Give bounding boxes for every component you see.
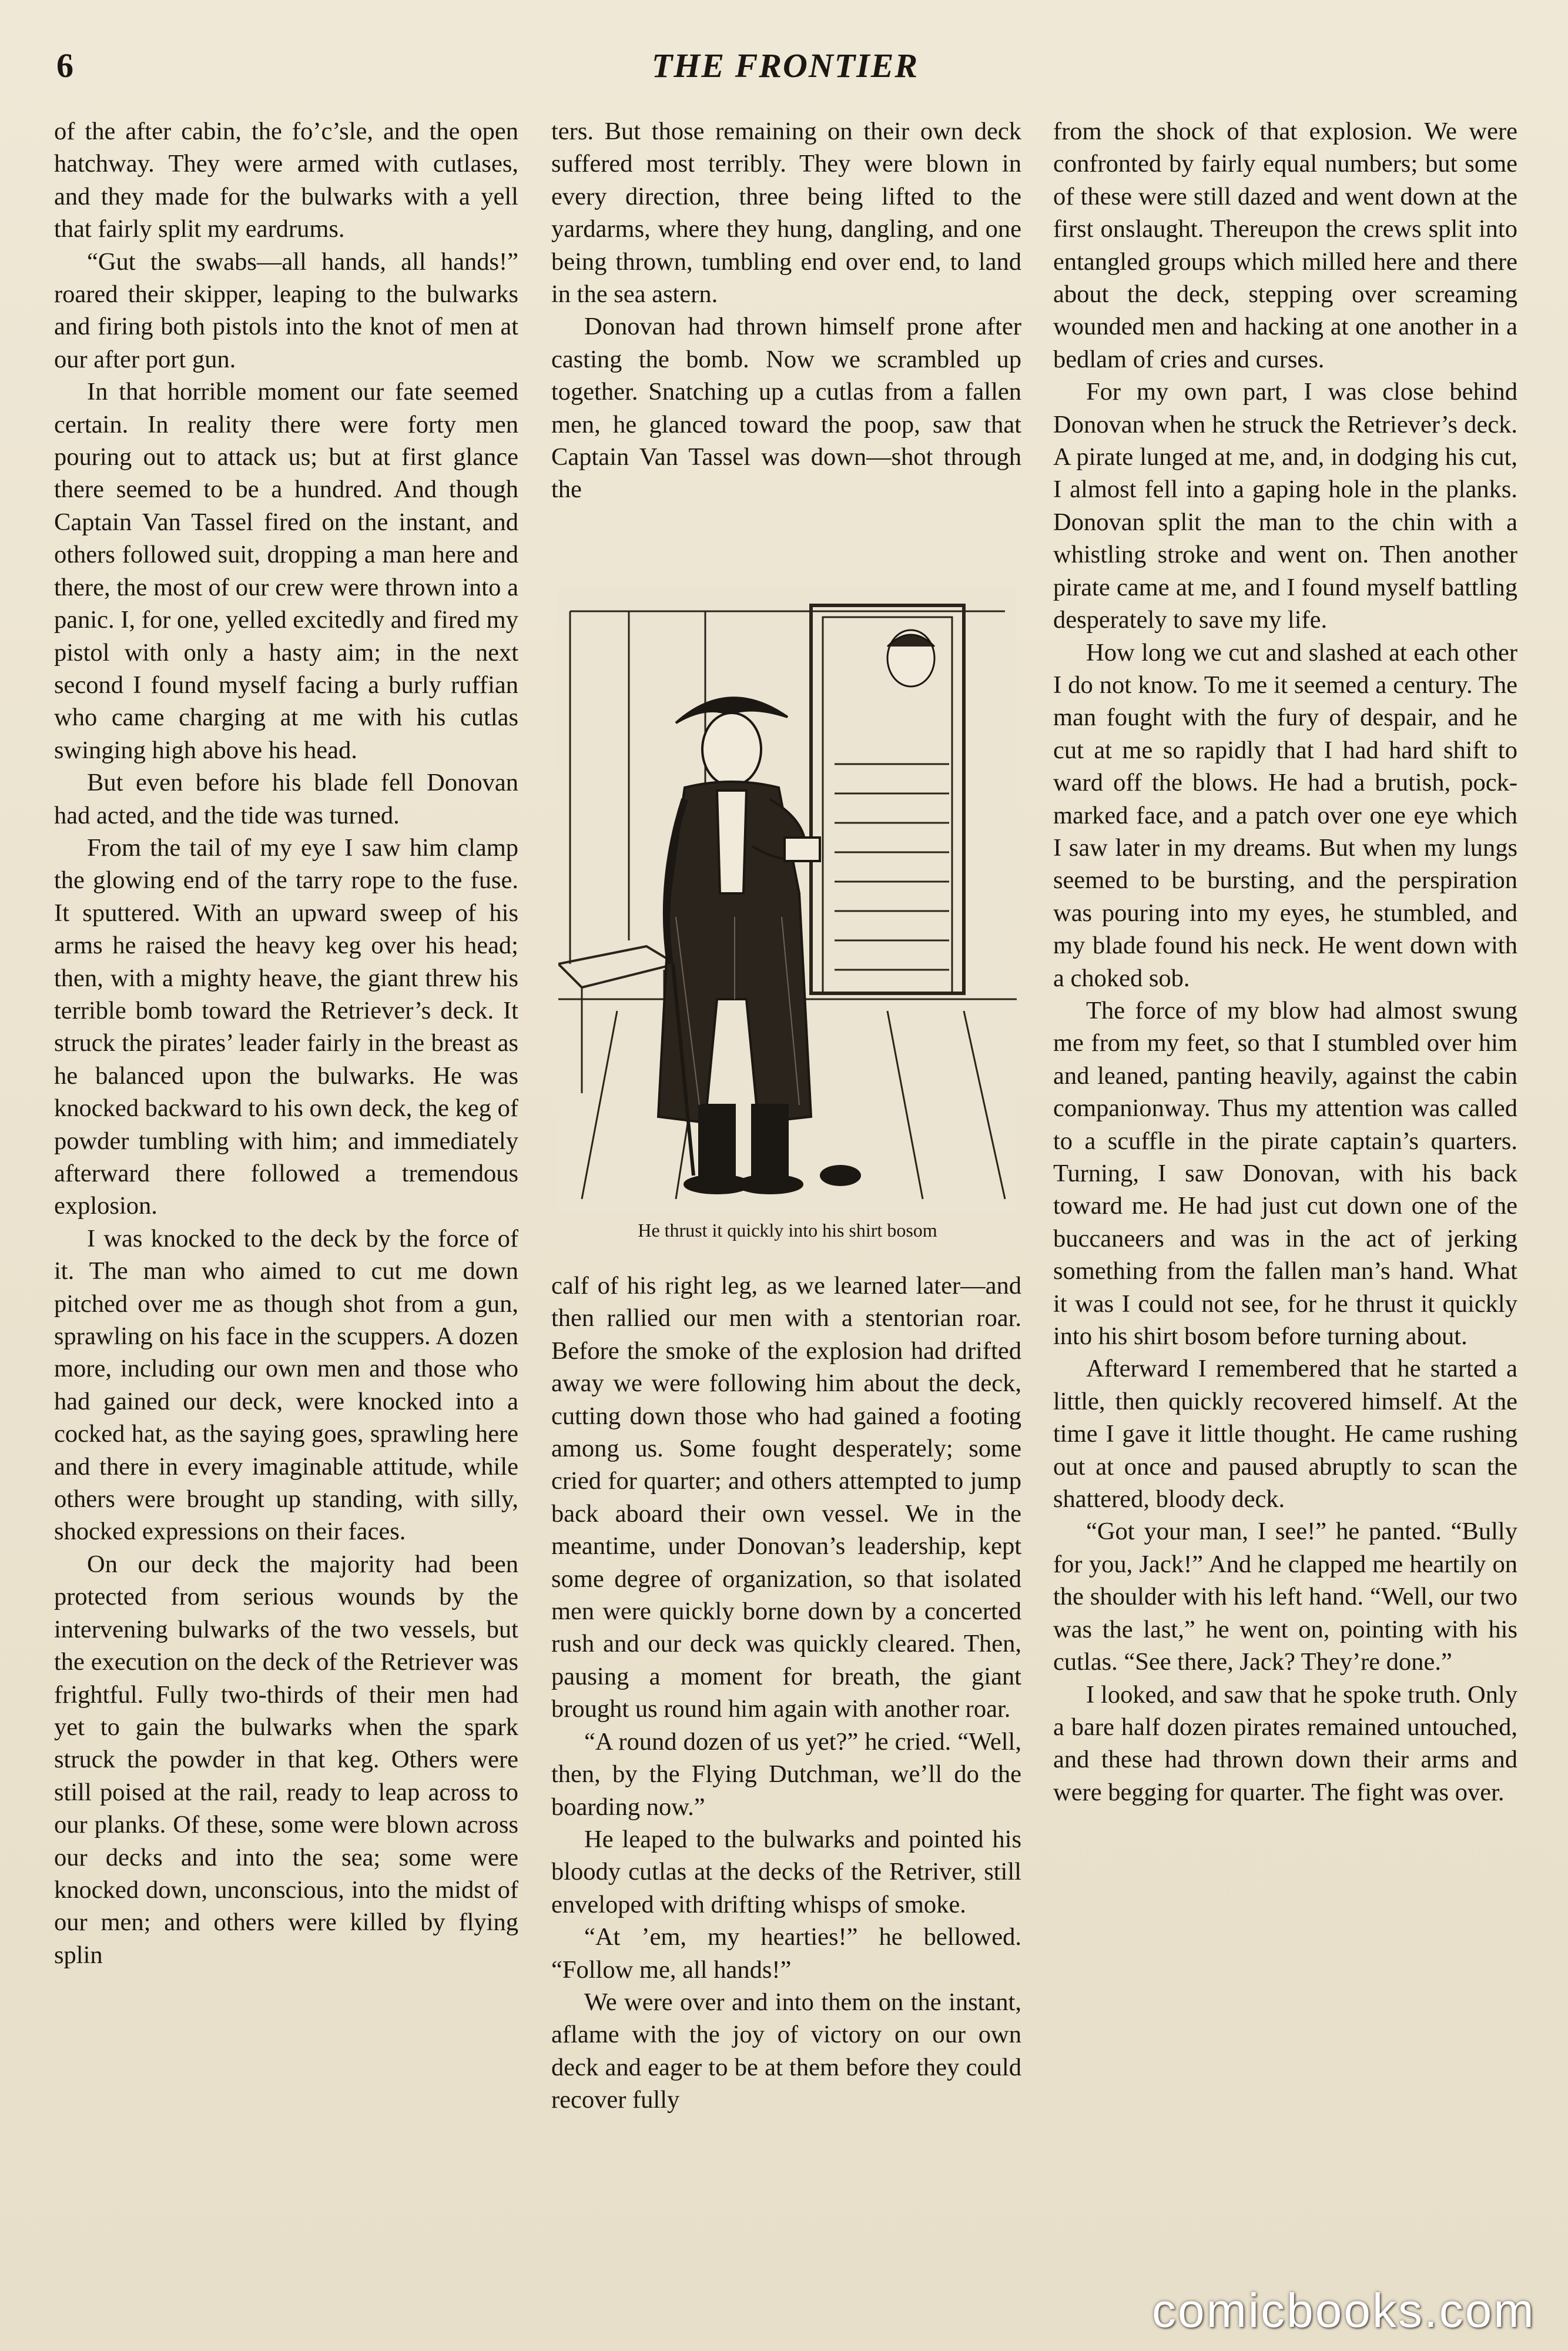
paragraph: calf of his right leg, as we learned later—and then rallied our men with a stentorian roar. Before the smoke of the explosion had drifted away we were following him about the deck, cutting down those who had gained a footing among us. Some fought desperately; some cried for quarter; and others attempted to jump back aboard their own vessel. We in the meantime, under Donovan’s leadership, kept some degree of organization, so that isolated men were quickly borne down by a concerted rush and our deck was quickly cleared. Then, pausing a moment for breath, the giant brought us round him again with another roar.: [551, 1272, 1021, 1723]
page-header: [56, 46, 1514, 99]
paragraph: We were over and into them on the instant, aflame with the joy of victory on our own deck and eager to be at them before they could recover fully: [551, 1988, 1021, 2114]
illustration: [558, 588, 1017, 1252]
watermark: comicbooks.com: [1152, 2284, 1536, 2337]
text-column-2-top: [551, 115, 1021, 506]
paragraph: From the tail of my eye I saw him clamp the glowing end of the tarry rope to the fuse. It sputtered. With an upward sweep of his arms he raised the heavy keg over his head; then, with a mighty heave, the giant threw his terrible bomb toward the Retriever’s deck. It struck the pirates’ leader fairly in the breast as he balanced upon the bulwarks. He was knocked backward to his own deck, the keg of powder tumbling with him; and immediately afterward there followed a tremendous explosion.: [54, 833, 518, 1220]
magazine-title: THE FRONTIER: [651, 46, 919, 85]
paragraph: from the shock of that explosion. We were confronted by fairly equal numbers; but some of these were still dazed and went down at the first onslaught. Thereupon the crews split into entangled groups which milled here and there about the deck, stepping over screaming wounded men and hacking at one another in a bedlam of cries and curses.: [1053, 118, 1517, 373]
paragraph: I looked, and saw that he spoke truth. Only a bare half dozen pirates remained untouched, and these had thrown down their arms and were begging for quarter. The fight was over.: [1053, 1680, 1517, 1806]
paragraph: “At ’em, my hearties!” he bellowed. “Follow me, all hands!”: [551, 1923, 1021, 1984]
paragraph: How long we cut and slashed at each other I do not know. To me it seemed a century. The man fought with the fury of despair, and he cut at me so rapidly that I had hard shift to ward off the blows. He had a brutish, pockmarked face, and a patch over one eye which I saw later in my dreams. But when my lungs seemed to be bursting, and the perspiration was pouring into my eyes, he stumbled, and my blade found his neck. He went down with a choked sob.: [1053, 638, 1517, 992]
paragraph: “Got your man, I see!” he panted. “Bully for you, Jack!” And he clapped me heartily on the shoulder with his left hand. “Well, our two was the last,” he went on, pointing with his cutlas. “See there, Jack? They’re done.”: [1053, 1518, 1517, 1676]
paragraph: of the after cabin, the fo’c’sle, and the open hatchway. They were armed with cutlases, and they made for the bulwarks with a yell that fairly split my eardrums.: [54, 118, 518, 243]
paragraph: But even before his blade fell Donovan had acted, and the tide was turned.: [54, 769, 518, 829]
text-column-2-bottom: [551, 1270, 1021, 2116]
paragraph: “A round dozen of us yet?” he cried. “Well, then, by the Flying Dutchman, we’ll do the boarding now.”: [551, 1727, 1021, 1821]
figure-caption: He thrust it quickly into his shirt bosom: [638, 1220, 937, 1241]
paragraph: The force of my blow had almost swung me from my feet, so that I stumbled over him and leaned, panting heavily, against the cabin companionway. Thus my attention was called to a scuffle in the pirate captain’s quarters. Turning, I saw Donovan, with his back toward me. He had just cut down one of the buccaneers and was in the act of jerking something from the fallen man’s hand. What it was I could not see, for he thrust it quickly into his shirt bosom before turning about.: [1053, 996, 1517, 1351]
paragraph: Donovan had thrown himself prone after casting the bomb. Now we scrambled up together. Snatching up a cutlas from a fallen men, he glanced toward the poop, saw that Captain Van Tassel was down—shot through the: [551, 313, 1021, 504]
text-column-1: [54, 115, 518, 1971]
paragraph: On our deck the majority had been protected from serious wounds by the intervening bulwarks of the two vessels, but the execution on the deck of the Retriever was frightful. Fully two-thirds of their men had yet to gain the bulwarks when the spark struck the powder in that keg. Others were still poised at the rail, ready to leap across to our planks. Of these, some were blown across our decks and into the sea; some were knocked down, unconscious, into the midst of our men; and others were killed by flying splin: [54, 1550, 518, 1969]
paragraph: He leaped to the bulwarks and pointed his bloody cutlas at the decks of the Retriver, still enveloped with drifting whisps of smoke.: [551, 1825, 1021, 1918]
paragraph: I was knocked to the deck by the force of it. The man who aimed to cut me down pitched over me as though shot from a gun, sprawling on his face in the scuppers. A dozen more, including our own men and those who had gained our deck, were knocked into a cocked hat, as the saying goes, sprawling here and there in every imaginable attitude, while others were brought up standing, with silly, shocked expressions on their faces.: [54, 1224, 518, 1546]
paragraph: In that horrible moment our fate seemed certain. In reality there were forty men pouring out to attack us; but at first glance there seemed to be a hundred. And though Captain Van Tassel fired on the instant, and others followed suit, dropping a man here and there, the most of our crew were thrown into a panic. I, for one, yelled excitedly and fired my pistol with only a hasty aim; in the next second I found myself facing a burly ruffian who came charging at me with his cutlas swinging high above his head.: [54, 378, 518, 764]
paragraph: “Gut the swabs—all hands, all hands!” roared their skipper, leaping to the bulwarks and firing both pistols into the knot of men at our after port gun.: [54, 247, 518, 373]
page-number: 6: [56, 46, 73, 85]
text-column-3: [1053, 115, 1517, 1809]
paragraph: For my own part, I was close behind Donovan when he struck the Retriever’s deck. A pirate lunged at me, and, in dodging his cut, I almost fell into a gaping hole in the planks. Donovan split the man to the chin with a whistling stroke and went on. Then another pirate came at me, and I found myself battling desperately to save my life.: [1053, 378, 1517, 634]
paragraph: Afterward I remembered that he started a little, then quickly recovered himself. At the time I gave it little thought. He came rushing out at once and paused abruptly to scan the shattered, bloody deck.: [1053, 1355, 1517, 1513]
pirate-captain-illustration: [558, 588, 1017, 1211]
paragraph: ters. But those remaining on their own deck suffered most terribly. They were blown in every direction, three being lifted to the yardarms, where they hung, dangling, and one being thrown, tumbling end over end, to land in the sea astern.: [551, 118, 1021, 309]
